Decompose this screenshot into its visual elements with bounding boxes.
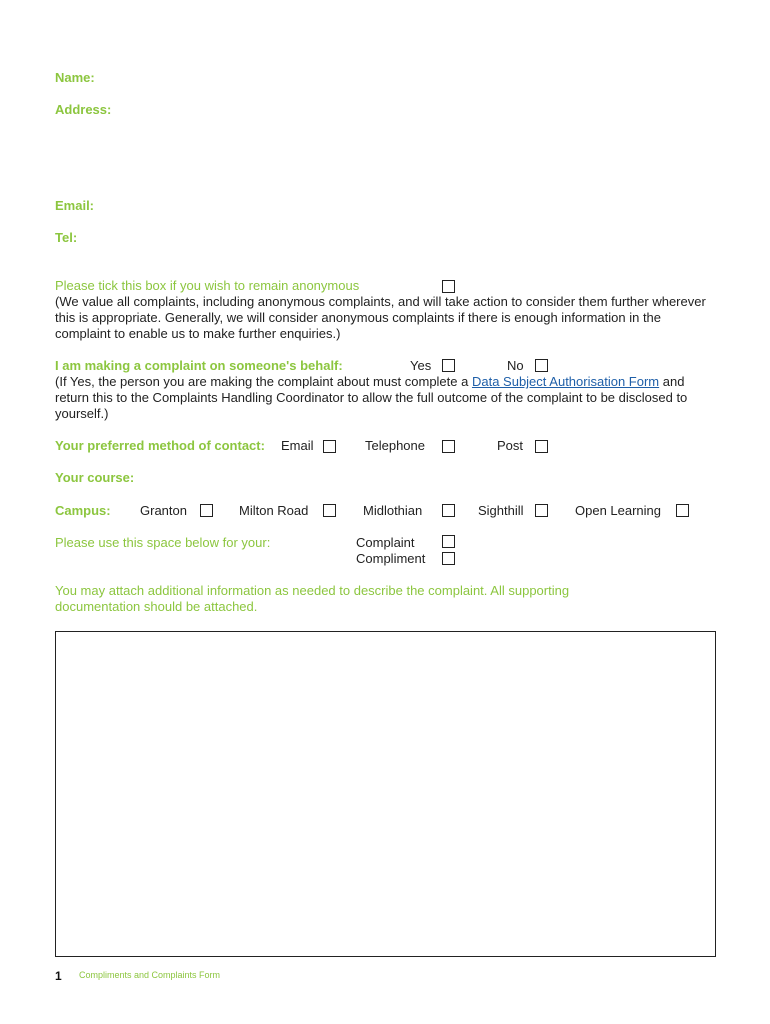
campus-granton-label: Granton [140,503,187,518]
behalf-no-checkbox[interactable] [535,359,548,372]
tel-label: Tel: [55,230,78,245]
behalf-yes-checkbox[interactable] [442,359,455,372]
page-number: 1 [55,969,62,983]
campus-midlothian-checkbox[interactable] [442,504,455,517]
campus-open-learning-checkbox[interactable] [676,504,689,517]
behalf-note-prefix: (If Yes, the person you are making the complaint about must complete a [55,374,472,389]
behalf-no-label: No [507,358,524,373]
address-label: Address: [55,102,112,117]
space-use-compliment-checkbox[interactable] [442,552,455,565]
space-use-complaint-checkbox[interactable] [442,535,455,548]
anonymous-note: (We value all complaints, including anonymous complaints, and will take action to consider them further wherever this is appropriate. Generally, we will consider anonymous complaints if there is enough information in the complaint to enable us to make further enquiries.) [55,294,706,341]
contact-method-label: Your preferred method of contact: [55,438,265,453]
details-text-area[interactable] [55,631,716,957]
campus-sighthill-checkbox[interactable] [535,504,548,517]
behalf-note [55,374,715,422]
course-label: Your course: [55,470,135,485]
campus-label: Campus: [55,503,111,518]
campus-milton-road-label: Milton Road [239,503,309,518]
contact-method-post-label: Post [497,438,524,453]
anonymous-label: Please tick this box if you wish to remain anonymous [55,278,360,293]
contact-method-telephone-checkbox[interactable] [442,440,455,453]
name-label: Name: [55,70,95,85]
behalf-label: I am making a complaint on someone's behalf: [55,358,343,373]
campus-midlothian-label: Midlothian [363,503,423,518]
campus-sighthill-label: Sighthill [478,503,524,518]
campus-open-learning-label: Open Learning [575,503,662,518]
contact-method-email-label: Email [281,438,314,453]
attach-note: You may attach additional information as needed to describe the complaint. All supporting documentation should be attached. [55,583,570,614]
space-use-label: Please use this space below for your: [55,535,271,550]
space-use-complaint-label: Complaint [356,535,415,550]
contact-method-email-checkbox[interactable] [323,440,336,453]
contact-method-telephone-label: Telephone [365,438,425,453]
space-use-compliment-label: Compliment [356,551,426,566]
campus-granton-checkbox[interactable] [200,504,213,517]
behalf-yes-label: Yes [410,358,432,373]
email-label: Email: [55,198,95,213]
data-subject-authorisation-link[interactable]: Data Subject Authorisation Form [471,374,660,389]
footer-title: Compliments and Complaints Form [79,970,221,980]
behalf-note-suffix: and return this to the Complaints Handling Coordinator to allow the full outcome of the complaint to be disclosed to yourself.) [55,374,688,421]
anonymous-checkbox[interactable] [442,280,455,293]
contact-method-post-checkbox[interactable] [535,440,548,453]
campus-milton-road-checkbox[interactable] [323,504,336,517]
